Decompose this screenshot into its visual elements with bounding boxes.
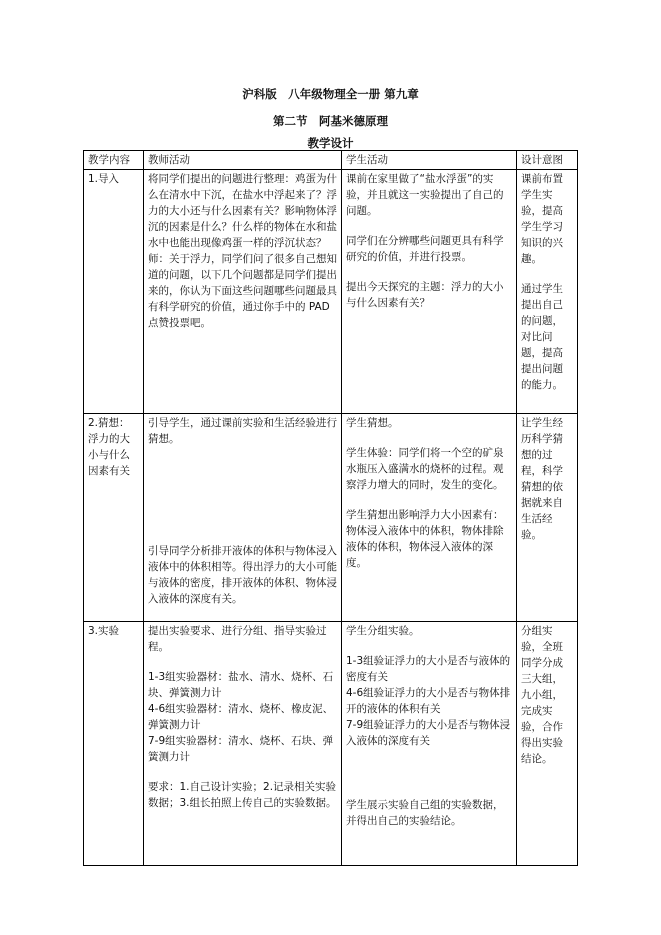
- row2-student-p2: 学生体验：同学们将一个空的矿泉水瓶压入盛满水的烧杯的过程。观察浮力增大的同时，发生的变化。: [346, 447, 504, 491]
- row1-student-p2: 同学们在分辨哪些问题更具有科学研究的价值，并进行投票。: [346, 235, 504, 263]
- row1-teacher: [144, 170, 342, 414]
- row2-teacher-p1: 引导学生，通过课前实验和生活经验进行猜想。: [148, 417, 337, 445]
- row1-intent: [517, 170, 578, 414]
- row3-content: 3.实验: [84, 622, 144, 866]
- header-content: 教学内容: [84, 151, 144, 170]
- row1-student-p3: 提出今天探究的主题：浮力的大小与什么因素有关？: [346, 281, 504, 309]
- row3-intent: [517, 622, 578, 866]
- row2-student-p3: 学生猜想出影响浮力大小因素有：物体浸入液体中的体积，物体排除液体的体积，物体浸入液体的深度。: [346, 509, 504, 569]
- row2-content: 2.猜想：浮力的大小与什么因素有关: [84, 414, 144, 622]
- table-header-row: [84, 151, 578, 170]
- doc-title: 教学设计: [307, 136, 354, 150]
- row1-student-p1: 课前在家里做了“盐水浮蛋”的实验，并且就这一实验提出了自己的问题。: [346, 173, 504, 217]
- row3-intent-p1: 分组实验，全班同学分成三大组，九小组，完成实验，合作得出实验结论。: [521, 625, 563, 765]
- row2-student-p1: 学生猜想。: [346, 417, 399, 429]
- row1-content: 1.导入: [84, 170, 144, 414]
- table-row: [84, 414, 578, 622]
- row2-teacher: [144, 414, 342, 622]
- table-row: [84, 622, 578, 866]
- row1-intent-p1: 课前布置学生实验，提高学生学习知识的兴趣。: [521, 173, 563, 265]
- row3-student-p2: 1-3组验证浮力的大小是否与液体的密度有关: [346, 655, 511, 683]
- table-row: [84, 170, 578, 414]
- row3-student-p3: 4-6组验证浮力的大小是否与物体排开的液体的体积有关: [346, 687, 511, 715]
- row2-intent-p1: 让学生经历科学猜想的过程，科学猜想的依据就来自生活经验。: [521, 417, 563, 541]
- row3-teacher-p2: 1-3组实验器材：盐水、清水、烧杯、石块、弹簧测力计: [148, 671, 334, 699]
- row2-intent: [517, 414, 578, 622]
- row3-student-p1: 学生分组实验。: [346, 625, 420, 637]
- section-title: 第二节 阿基米德原理: [273, 114, 388, 128]
- row2-student: [342, 414, 517, 622]
- row3-teacher-p5: 要求：1.自己设计实验；2.记录相关实验数据；3.组长拍照上传自己的实验数据。: [148, 781, 337, 809]
- row3-student: [342, 622, 517, 866]
- row3-teacher-p1: 提出实验要求、进行分组、指导实验过程。: [148, 625, 327, 653]
- row2-teacher-p2: 引导同学分析排开液体的体积与物体浸入液体中的体积相等。得出浮力的大小可能与液体的密度，排开液体的体积、物体浸入液体的深度有关。: [148, 545, 337, 605]
- header-student: 学生活动: [342, 151, 517, 170]
- row3-teacher-p3: 4-6组实验器材：清水、烧杯、橡皮泥、弹簧测力计: [148, 703, 334, 731]
- row3-student-p5: 学生展示实验自己组的实验数据，并得出自己的实验结论。: [346, 799, 504, 827]
- row3-teacher: [144, 622, 342, 866]
- row1-teacher-p2: 师：关于浮力，同学们问了很多自己想知道的问题，以下几个问题都是同学们提出来的，你认为下面这些问题哪些问题最具有科学研究的价值，通过你手中的 PAD点赞投票吧。: [148, 253, 337, 329]
- row1-intent-p2: 通过学生提出自己的问题，对比问题，提高提出问题的能力。: [521, 283, 563, 391]
- header-intent: 设计意图: [517, 151, 578, 170]
- row3-student-p4: 7-9组验证浮力的大小是否与物体浸入液体的深度有关: [346, 719, 511, 747]
- row1-teacher-p1: 将同学们提出的问题进行整理：鸡蛋为什么在清水中下沉，在盐水中浮起来了？浮力的大小还与什么因素有关？影响物体浮沉的因素是什么？什么样的物体在水和盐水中也能出现像鸡蛋一样的浮沉状态？: [148, 173, 337, 249]
- teaching-design-table: [83, 150, 578, 866]
- book-title: 沪科版 八年级物理全一册 第九章: [242, 87, 419, 101]
- row1-student: [342, 170, 517, 414]
- row3-teacher-p4: 7-9组实验器材：清水、烧杯、石块、弹簧测力计: [148, 735, 334, 763]
- header-teacher: 教师活动: [144, 151, 342, 170]
